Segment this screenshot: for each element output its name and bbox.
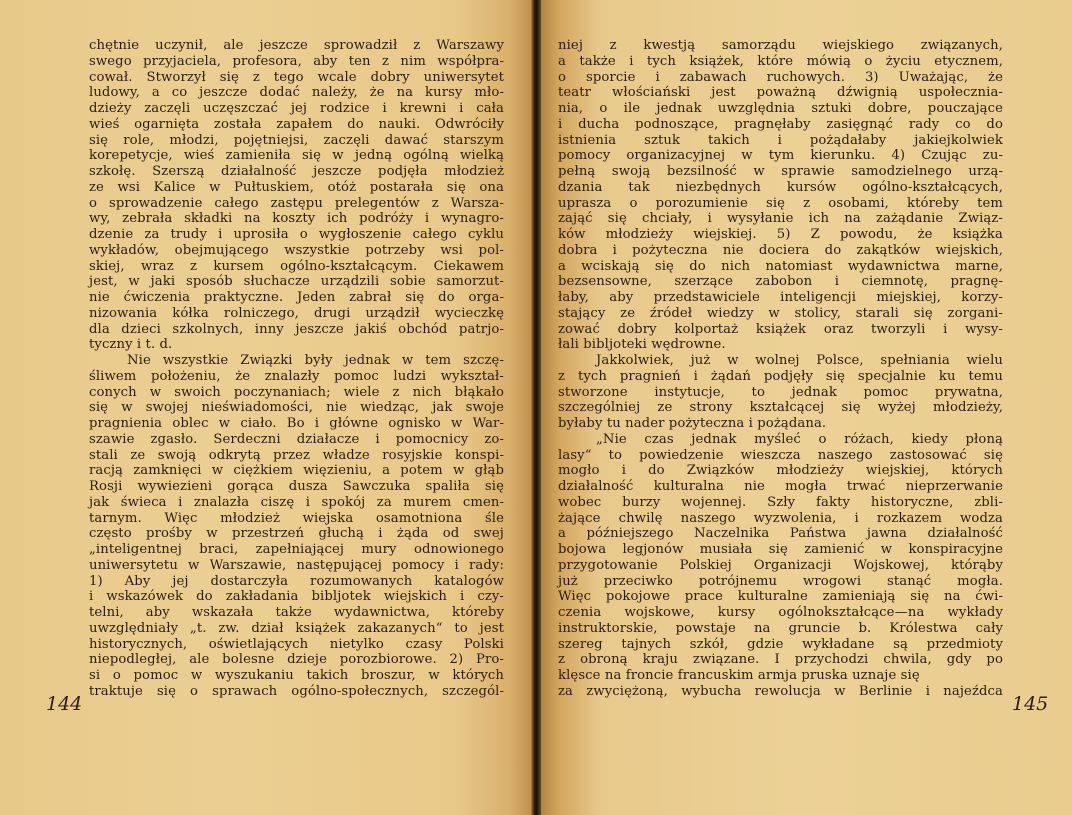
text-line: jak świeca i znalazła ciszę i spokój za murem cmen- bbox=[89, 494, 504, 510]
text-line: stali ze swoją odkrytą przez władze rosyjskie konspi- bbox=[89, 447, 504, 463]
text-line: racją zamknięci w ciężkiem więzieniu, a potem w głąb bbox=[89, 463, 504, 479]
right-page-text bbox=[558, 38, 1003, 700]
text-line: nizowania kółka rolniczego, drugi urządził wycieczkę bbox=[89, 305, 504, 321]
text-line: a późniejszego Naczelnika Państwa jawna działalność bbox=[558, 526, 1003, 542]
text-line: wobec burzy wojennej. Szły fakty historyczne, zbli- bbox=[558, 494, 1003, 510]
text-line: byłaby tu nader pożyteczna i pożądana. bbox=[558, 416, 827, 431]
text-line: stworzone instytucje, to jednak pomoc prywatna, bbox=[558, 384, 1003, 400]
text-line: pomocy organizacyjnej w tym kierunku. 4) Czując zu- bbox=[558, 148, 1003, 164]
text-line: dzania tak niezbędnych kursów ogólno-kształcących, bbox=[558, 179, 1003, 195]
text-line: Nie wszystkie Związki były jednak w tem szczę- bbox=[127, 353, 504, 368]
text-line: pełną swoją bezsilność w sprawie samodzielnego urzą- bbox=[558, 164, 1003, 179]
text-line: ludowy, a co jeszcze dodać należy, że na kursy mło- bbox=[89, 85, 504, 101]
text-line: uprasza o porozumienie się z osobami, któreby tem bbox=[558, 195, 1003, 211]
text-line: i wskazówek do zakładania bibljotek wiejskich i czy- bbox=[89, 589, 504, 605]
text-line: „inteligentnej braci, zapełniającej mury odnowionego bbox=[89, 542, 504, 557]
left-page-text bbox=[89, 38, 504, 700]
text-line: się role, młodzi, pojętniejsi, zaczęli dawać starszym bbox=[89, 132, 504, 148]
text-line: tarnym. Więc młodzież wiejska osamotniona śle bbox=[89, 510, 504, 526]
text-line: jest, w jaki sposób słuchacze urządzili sobie samorzut- bbox=[89, 274, 504, 290]
text-line: uniwersytetu w Warszawie, następującej pomocy i rady: bbox=[89, 557, 504, 573]
text-line: śliwem położeniu, że znalazły pomoc ludzi wykształ- bbox=[89, 368, 504, 384]
text-line: tyczny i t. d. bbox=[89, 337, 173, 353]
text-line: swego przyjaciela, profesora, aby ten z nim współpra- bbox=[89, 53, 504, 69]
text-line: już przeciwko potrójnemu wrogowi stanąć mogła. bbox=[558, 573, 1003, 589]
text-line: Jakkolwiek, już w wolnej Polsce, spełniania wielu bbox=[596, 353, 1003, 368]
text-line: szkołę. Szerszą działalność jeszcze podjęła młodzież bbox=[89, 164, 504, 179]
text-line: niej z kwestją samorządu wiejskiego związanych, bbox=[558, 38, 1003, 53]
text-line: często prośby w przestrzeń głuchą i żąda od swej bbox=[89, 526, 504, 542]
page-number-right: 145 bbox=[1012, 693, 1049, 715]
text-line: Rosji wywiezieni gorąca dusza Sawczuka spaliła się bbox=[89, 479, 504, 494]
text-line: wieś ogarnięta została zapałem do nauki. Odwróciły bbox=[89, 116, 504, 132]
text-line: szczególniej ze strony kształcącej się wyżej młodzieży, bbox=[558, 400, 1003, 416]
text-line: dla dzieci szkolnych, inny jeszcze jakiś obchód patrjo- bbox=[89, 321, 504, 337]
text-line: działalność kulturalna nie mogła trwać nieprzerwanie bbox=[558, 479, 1003, 494]
text-line: ków młodzieży wiejskiej. 5) Z powodu, że książka bbox=[558, 227, 1003, 242]
text-line: o sporcie i zabawach ruchowych. 3) Uważając, że bbox=[558, 69, 1003, 85]
text-line: klęsce na froncie francuskim armja pruska uznaje się bbox=[558, 668, 920, 683]
text-line: się w swojej nieświadomości, nie wiedząc, jak swoje bbox=[89, 400, 504, 416]
text-line: stający ze źródeł wiedzy w stolicy, starali się zorgani- bbox=[558, 305, 1003, 321]
text-line: si o pomoc w wyszukaniu takich broszur, w których bbox=[89, 668, 504, 683]
text-line: bezsensowne, szerzące zabobon i ciemnotę, pragnę- bbox=[558, 274, 1003, 290]
text-line: z tych pragnień i żądań podjęły się specjalnie ku temu bbox=[558, 368, 1003, 384]
right-page bbox=[536, 0, 1072, 815]
text-line: niepodległej, ale bolesne dzieje porozbiorowe. 2) Pro- bbox=[89, 652, 504, 668]
text-line: dobra i pożyteczna nie dociera do zakątków wiejskich, bbox=[558, 242, 1003, 258]
text-line: łaby, aby przedstawiciele inteligencji miejskiej, korzy- bbox=[558, 290, 1003, 305]
text-line: żające chwilę naszego wyzwolenia, i rozkazem wodza bbox=[558, 510, 1003, 526]
text-line: cował. Stworzył się z tego wcale dobry uniwersytet bbox=[89, 69, 504, 85]
text-line: szawie zgasło. Serdeczni działacze i pomocnicy zo- bbox=[89, 431, 504, 447]
text-line: zować dobry kolportaż książek oraz tworzyli i wysy- bbox=[558, 321, 1003, 337]
text-line: ze wsi Kalice w Pułtuskiem, otóż postarała się ona bbox=[89, 179, 504, 195]
text-line: lasy“ to powiedzenie wieszcza naszego zastosować się bbox=[558, 447, 1003, 463]
text-line: istnienia sztuk takich i pożądałaby jakiejkolwiek bbox=[558, 132, 1003, 148]
text-line: wykładów, obejmującego wszystkie potrzeby wsi pol- bbox=[89, 242, 504, 258]
text-line: a także i tych książek, które mówią o życiu etycznem, bbox=[558, 53, 1003, 69]
text-line: instruktorskie, powstaje na gruncie b. Królestwa cały bbox=[558, 620, 1003, 636]
text-line: nia, o ile jednak uwzględnia sztuki dobre, pouczające bbox=[558, 101, 1003, 116]
page-number-left: 144 bbox=[46, 693, 83, 715]
text-line: traktuje się o sprawach ogólno-społecznych, szczegól- bbox=[89, 683, 504, 699]
text-line: nie ćwiczenia praktyczne. Jeden zabrał się do orga- bbox=[89, 290, 504, 305]
text-line: „Nie czas jednak myśleć o różach, kiedy płoną bbox=[596, 431, 1003, 447]
text-line: dzieży zaczęli uczęszczać jej rodzice i krewni i cała bbox=[89, 101, 504, 116]
text-line: z obroną kraju związane. I przychodzi chwila, gdy po bbox=[558, 652, 1003, 668]
text-line: historycznych, oświetlających nietylko czasy Polski bbox=[89, 636, 504, 652]
text-line: przygotowanie Polskiej Organizacji Wojskowej, którąby bbox=[558, 557, 1003, 573]
text-line: chętnie uczynił, ale jeszcze sprowadził z Warszawy bbox=[89, 38, 504, 53]
text-line: szereg tajnych szkół, gdzie wykładane są przedmioty bbox=[558, 636, 1003, 652]
text-line: Więc pokojowe prace kulturalne zamieniają się na ćwi- bbox=[558, 589, 1003, 605]
text-line: o sprowadzenie całego zastępu prelegentów z Warsza- bbox=[89, 195, 504, 211]
text-line: bojowa legjonów musiała się zamienić w konspiracyjne bbox=[558, 542, 1003, 557]
text-line: i ducha podnoszące, pragnęłaby zasięgnąć rady co do bbox=[558, 116, 1003, 132]
text-line: 1) Aby jej dostarczyła rozumowanych katalogów bbox=[89, 573, 504, 589]
text-line: telni, aby wskazała także wydawnictwa, któreby bbox=[89, 605, 504, 620]
text-line: skiej, wraz z kursem ogólno-kształcącym. Ciekawem bbox=[89, 258, 504, 274]
text-line: zająć się chciały, i wysyłanie ich na zażądanie Związ- bbox=[558, 211, 1003, 227]
text-line: uwzględniały „t. zw. dział książek zakazanych“ to jest bbox=[89, 620, 504, 636]
text-line: wy, zebrała składki na koszty ich podróży i wynagro- bbox=[89, 211, 504, 227]
text-line: teatr włościański jest poważną dźwignią uspołecznia- bbox=[558, 85, 1003, 101]
text-line: dzenie za trudy i uprosiła o wygłoszenie całego cyklu bbox=[89, 227, 504, 242]
text-line: korepetycje, wieś zamieniła się w jedną ogólną wielką bbox=[89, 148, 504, 164]
book-gutter bbox=[531, 0, 541, 815]
text-line: łali bibljoteki wędrowne. bbox=[558, 337, 726, 353]
text-line: mogło i do Związków młodzieży wiejskiej, których bbox=[558, 463, 1003, 479]
text-line: conych w swoich poczynaniach; wiele z nich błąkało bbox=[89, 384, 504, 400]
text-line: pragnienia oblec w ciało. Bo i główne ognisko w War- bbox=[89, 416, 504, 431]
text-line: a wciskają się do nich natomiast wydawnictwa marne, bbox=[558, 258, 1003, 274]
text-line: za zwyciężoną, wybucha rewolucja w Berlinie i najeźdca bbox=[558, 683, 1003, 699]
text-line: czenia wojskowe, kursy ogólnokształcące—na wykłady bbox=[558, 605, 1003, 620]
